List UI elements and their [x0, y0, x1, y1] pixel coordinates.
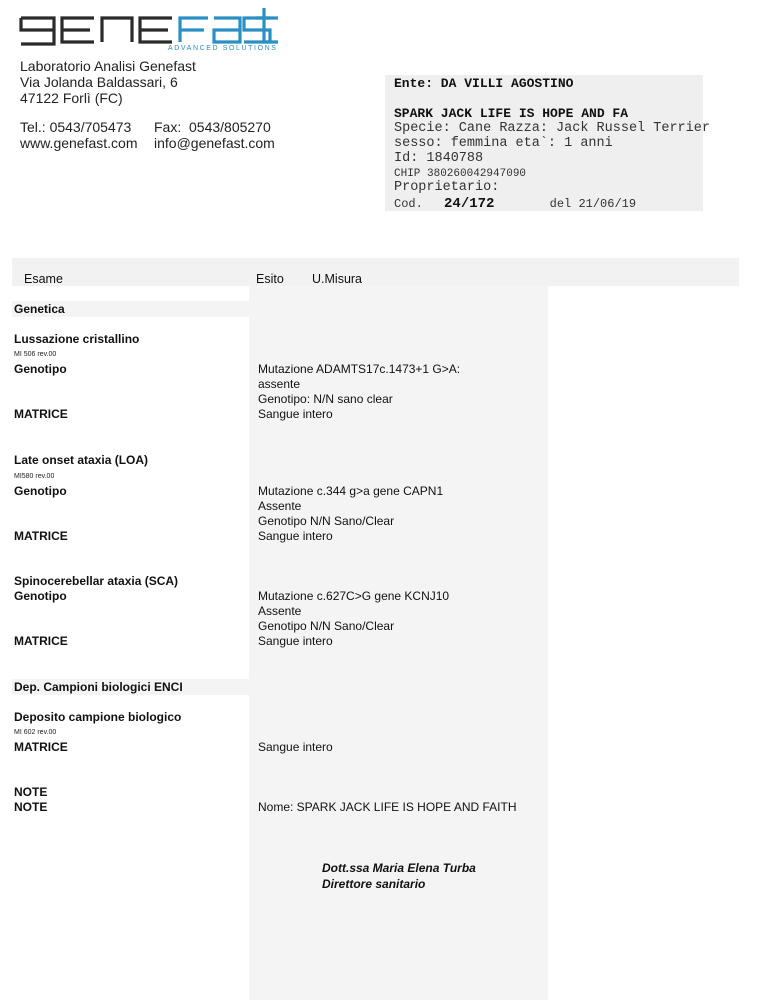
matrice-value: Sangue intero	[258, 407, 333, 421]
genotipo-label: Genotipo	[14, 484, 67, 498]
exam-ref-lussazione: MI 506 rev.00	[14, 351, 57, 358]
result-line: Genotipo N/N Sano/Clear	[258, 619, 395, 633]
matrice-value: Sangue intero	[258, 634, 333, 648]
result-line: Mutazione c.344 g>a gene CAPN1	[258, 484, 444, 498]
result-loa	[258, 484, 443, 529]
animal-name: SPARK JACK LIFE IS HOPE AND FA	[394, 106, 629, 121]
result-line: Mutazione ADAMTS17c.1473+1 G>A:	[258, 362, 461, 376]
note-label: NOTE	[14, 800, 48, 814]
cod-label: Cod.	[394, 197, 423, 211]
section-enci: Dep. Campioni biologici ENCI	[14, 680, 183, 694]
logo-tagline: ADVANCED SOLUTIONS	[168, 45, 278, 52]
lab-tel: Tel.: 0543/705473	[20, 119, 132, 135]
lab-email: info@genefast.com	[154, 135, 275, 151]
genotipo-label: Genotipo	[14, 589, 67, 603]
cod-line	[394, 196, 636, 212]
lab-contacts	[20, 119, 275, 151]
genefast-logo	[18, 6, 280, 52]
genotipo-label: Genotipo	[14, 362, 67, 376]
ente: Ente: DA VILLI AGOSTINO	[394, 76, 574, 91]
exam-title-sca: Spinocerebellar ataxia (SCA)	[14, 574, 179, 588]
matrice-label: MATRICE	[14, 634, 68, 648]
signature-role: Direttore sanitario	[322, 877, 426, 891]
report-date: del 21/06/19	[549, 197, 637, 211]
result-line: Genotipo N/N Sano/Clear	[258, 514, 395, 528]
result-line: Assente	[258, 499, 302, 513]
exam-title-deposito: Deposito campione biologico	[14, 710, 182, 724]
matrice-value: Sangue intero	[258, 529, 333, 543]
note-title: NOTE	[14, 785, 48, 799]
signature-name: Dott.ssa Maria Elena Turba	[322, 861, 476, 875]
species-line: Specie: Cane Razza: Jack Russel Terrier	[394, 121, 710, 136]
lab-address	[20, 58, 196, 106]
result-line: Assente	[258, 604, 302, 618]
section-genetica: Genetica	[14, 302, 65, 316]
exam-ref-loa: MI580 rev.00	[14, 473, 55, 480]
lab-web: www.genefast.com	[20, 135, 138, 151]
exam-title-lussazione: Lussazione cristallino	[14, 332, 140, 346]
header-unit: U.Misura	[312, 272, 363, 286]
owner-line: Proprietario:	[394, 180, 500, 195]
matrice-label: MATRICE	[14, 529, 68, 543]
matrice-label: MATRICE	[14, 740, 68, 754]
result-line: Mutazione c.627C>G gene KCNJ10	[258, 589, 450, 603]
lab-fax: Fax: 0543/805270	[154, 119, 271, 135]
exam-title-loa: Late onset ataxia (LOA)	[14, 453, 149, 467]
lab-name: Laboratorio Analisi Genefast	[20, 58, 196, 74]
lab-street: Via Jolanda Baldassari, 6	[20, 74, 178, 90]
table-header	[12, 258, 739, 286]
result-line: assente	[258, 377, 301, 391]
result-sca	[258, 589, 449, 634]
result-lussazione	[258, 362, 460, 407]
id-line: Id: 1840788	[394, 151, 484, 166]
note-value: Nome: SPARK JACK LIFE IS HOPE AND FAITH	[258, 800, 517, 814]
matrice-value: Sangue intero	[258, 740, 333, 754]
result-line: Genotipo: N/N sano clear	[258, 392, 393, 406]
header-result: Esito	[256, 272, 284, 286]
lab-city: 47122 Forlì (FC)	[20, 90, 123, 106]
matrice-label: MATRICE	[14, 407, 68, 421]
sex-age-line: sesso: femmina eta`: 1 anni	[394, 136, 613, 151]
chip-line: CHIP 380260042947090	[394, 168, 527, 180]
exam-ref-deposito: MI 602 rev.00	[14, 729, 57, 736]
cod-number: 24/172	[444, 196, 495, 212]
header-exam: Esame	[24, 272, 63, 286]
